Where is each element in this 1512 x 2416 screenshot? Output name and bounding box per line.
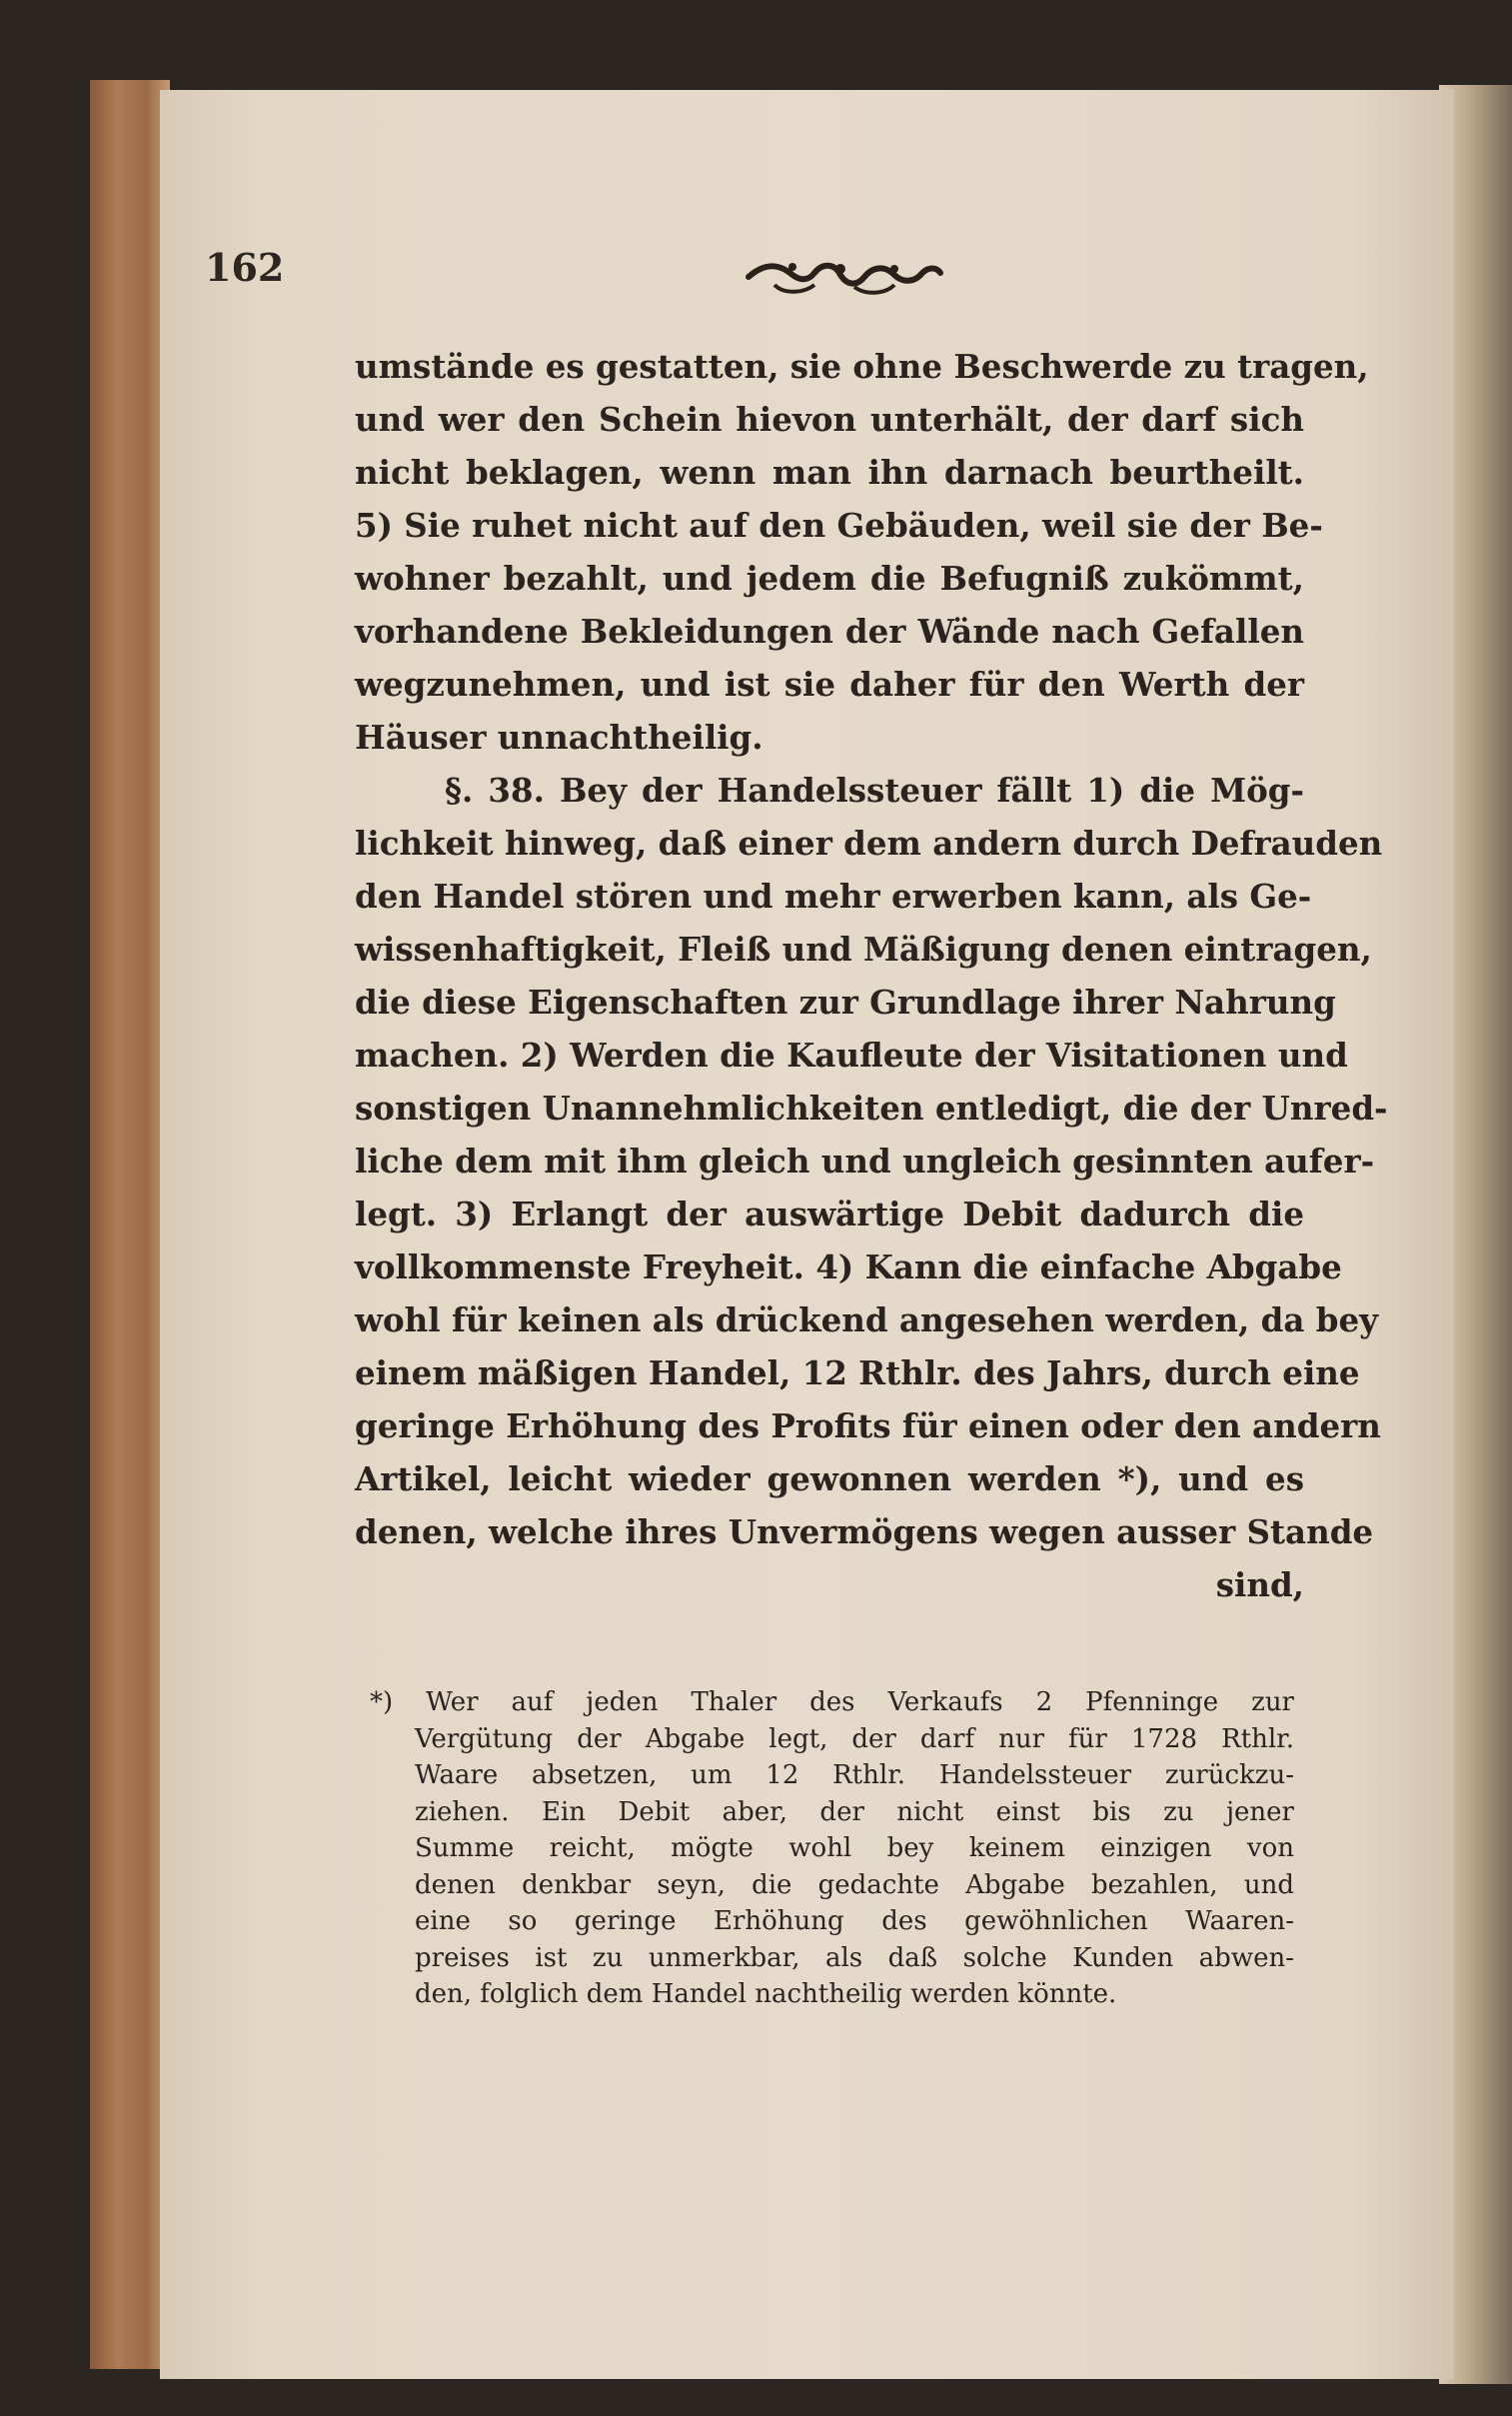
text-line: wegzunehmen, und ist sie daher für den Werth der [355, 665, 1304, 704]
text-line: die diese Eigenschaften zur Grundlage ihrer Nahrung [355, 983, 1336, 1022]
footnote-line: Vergütung der Abgabe legt, der darf nur für 1728 Rthlr. [415, 1723, 1294, 1754]
text-line: legt. 3) Erlangt der auswärtige Debit dadurch die [355, 1195, 1304, 1233]
footnote-line: *) Wer auf jeden Thaler des Verkaufs 2 Pfenninge zur [370, 1687, 1294, 1717]
main-text [355, 340, 1388, 1611]
text-line: vorhandene Bekleidungen der Wände nach Gefallen [355, 612, 1304, 651]
text-line: denen, welche ihres Unvermögens wegen ausser Stande [355, 1512, 1374, 1551]
text-line: liche dem mit ihm gleich und ungleich gesinnten aufer- [355, 1142, 1375, 1181]
paragraph-start-line: §. 38. Bey der Handelssteuer fällt 1) die Mög- [445, 771, 1304, 810]
footnote-line: eine so geringe Erhöhung des gewöhnlichen Waaren- [415, 1906, 1294, 1936]
text-line: sonstigen Unannehmlichkeiten entledigt, die der Unred- [355, 1089, 1388, 1128]
text-line: wohner bezahlt, und jedem die Befugniß zukömmt, [355, 559, 1304, 598]
text-line: einem mäßigen Handel, 12 Rthlr. des Jahrs, durch eine [355, 1353, 1360, 1392]
page-number: 162 [205, 245, 285, 290]
text-line: machen. 2) Werden die Kaufleute der Visitationen und [355, 1036, 1348, 1075]
text-line: und wer den Schein hievon unterhält, der darf sich [355, 400, 1304, 439]
text-line: geringe Erhöhung des Profits für einen oder den andern [355, 1406, 1381, 1445]
text-line: 5) Sie ruhet nicht auf den Gebäuden, weil sie der Be- [355, 506, 1323, 545]
text-line: nicht beklagen, wenn man ihn darnach beurtheilt. [355, 453, 1304, 492]
text-line: wohl für keinen als drückend angesehen werden, da bey [355, 1300, 1379, 1339]
text-line: Artikel, leicht wieder gewonnen werden *), und es [355, 1459, 1304, 1498]
text-line: umstände es gestatten, sie ohne Beschwerde zu tragen, [355, 347, 1369, 386]
footnote-line: denen denkbar seyn, die gedachte Abgabe bezahlen, und [415, 1869, 1294, 1900]
footnote [370, 1684, 1294, 2013]
text-line: wissenhaftigkeit, Fleiß und Mäßigung denen eintragen, [355, 930, 1372, 969]
page-header [205, 245, 1314, 305]
footnote-line: preises ist zu unmerkbar, als daß solche Kunden abwen- [415, 1942, 1294, 1973]
printer-ornament-icon [745, 255, 944, 299]
text-line: den Handel stören und mehr erwerben kann, als Ge- [355, 877, 1312, 916]
footnote-line: Summe reicht, mögte wohl bey keinem einzigen von [415, 1833, 1294, 1863]
footnote-line: den, folglich dem Handel nachtheilig werden könnte. [415, 1979, 1117, 2009]
page-stack-edge [90, 80, 170, 2369]
text-line: vollkommenste Freyheit. 4) Kann die einfache Abgabe [355, 1247, 1342, 1286]
catchword: sind, [1215, 1565, 1304, 1604]
text-line: lichkeit hinweg, daß einer dem andern durch Defrauden [355, 824, 1383, 863]
footnote-line: ziehen. Ein Debit aber, der nicht einst bis zu jener [415, 1796, 1294, 1827]
footnote-line: Waare absetzen, um 12 Rthlr. Handelssteuer zurückzu- [415, 1760, 1294, 1790]
text-line: Häuser unnachtheilig. [355, 718, 763, 757]
